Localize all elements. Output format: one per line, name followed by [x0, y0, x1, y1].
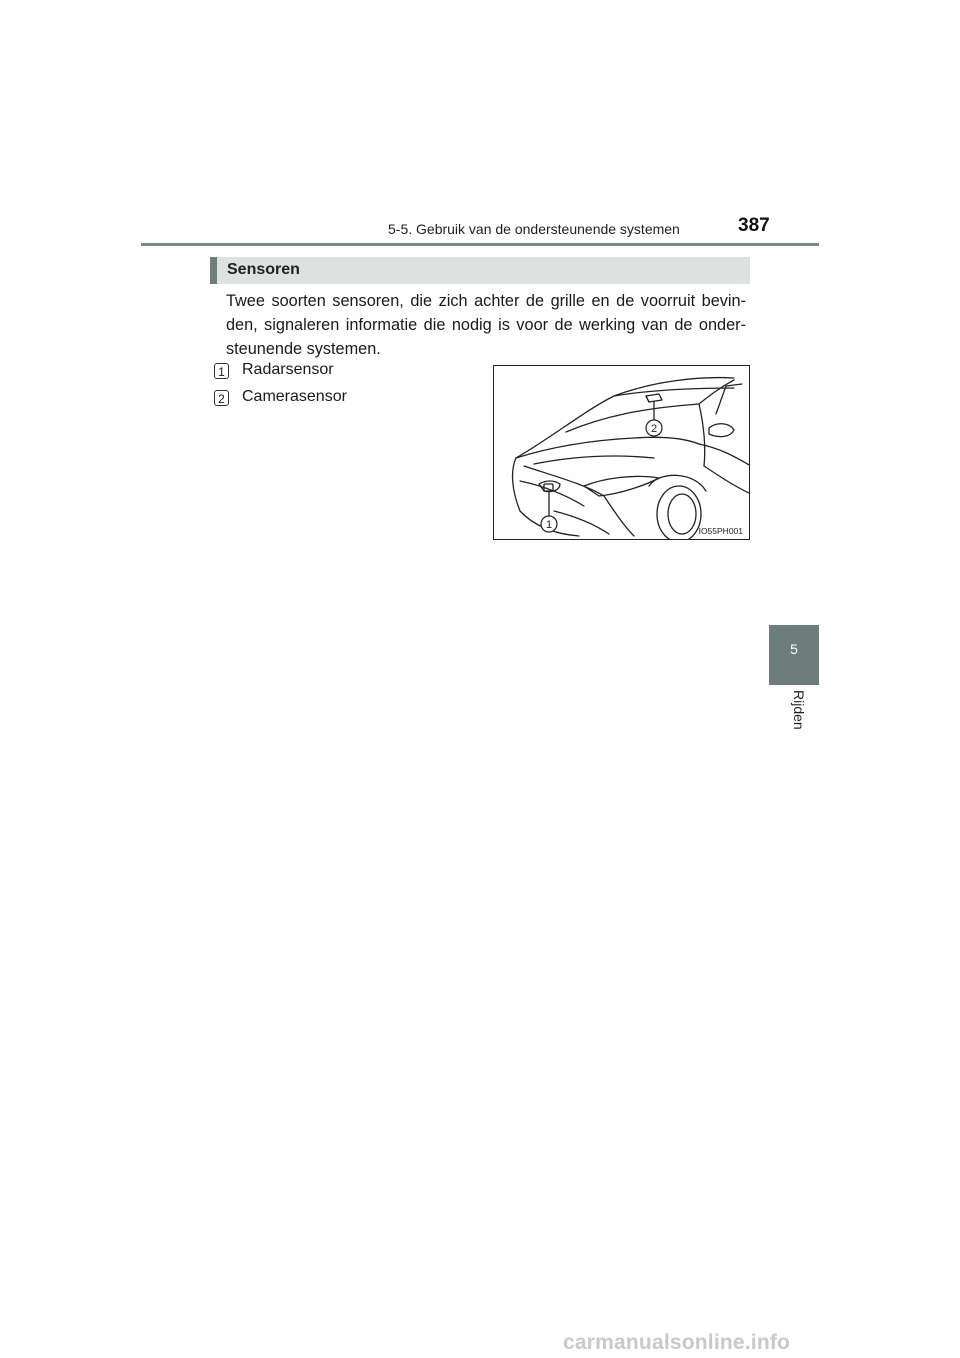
callout-1: 1: [545, 519, 553, 531]
legend-number-badge: 1: [214, 363, 229, 379]
legend-label: Camerasensor: [242, 388, 347, 405]
chapter-label: Rijden: [791, 690, 807, 730]
figure-code: IO55PH001: [698, 526, 743, 536]
page-number: 387: [738, 215, 770, 236]
page-header: [0, 0, 960, 250]
callout-2: 2: [650, 423, 658, 435]
watermark: carmanualsonline.info: [563, 1331, 791, 1354]
section-heading-text: Sensoren: [227, 261, 300, 278]
legend-number-badge: 2: [214, 390, 229, 406]
section-title: 5-5. Gebruik van de ondersteunende systemen: [388, 221, 680, 237]
car-line-drawing: [494, 366, 750, 540]
section-heading: [210, 257, 750, 284]
header-rule: [141, 243, 819, 246]
chapter-tab: [769, 625, 819, 685]
chapter-number: 5: [790, 641, 798, 657]
legend-label: Radarsensor: [242, 361, 334, 378]
body-paragraph: Twee soorten sensoren, die zich achter de grille en de voorruit bevin-den, signaleren informatie die nodig is voor de werking van de onder-steunende systemen.: [226, 292, 746, 358]
car-sensor-illustration: [493, 365, 750, 540]
